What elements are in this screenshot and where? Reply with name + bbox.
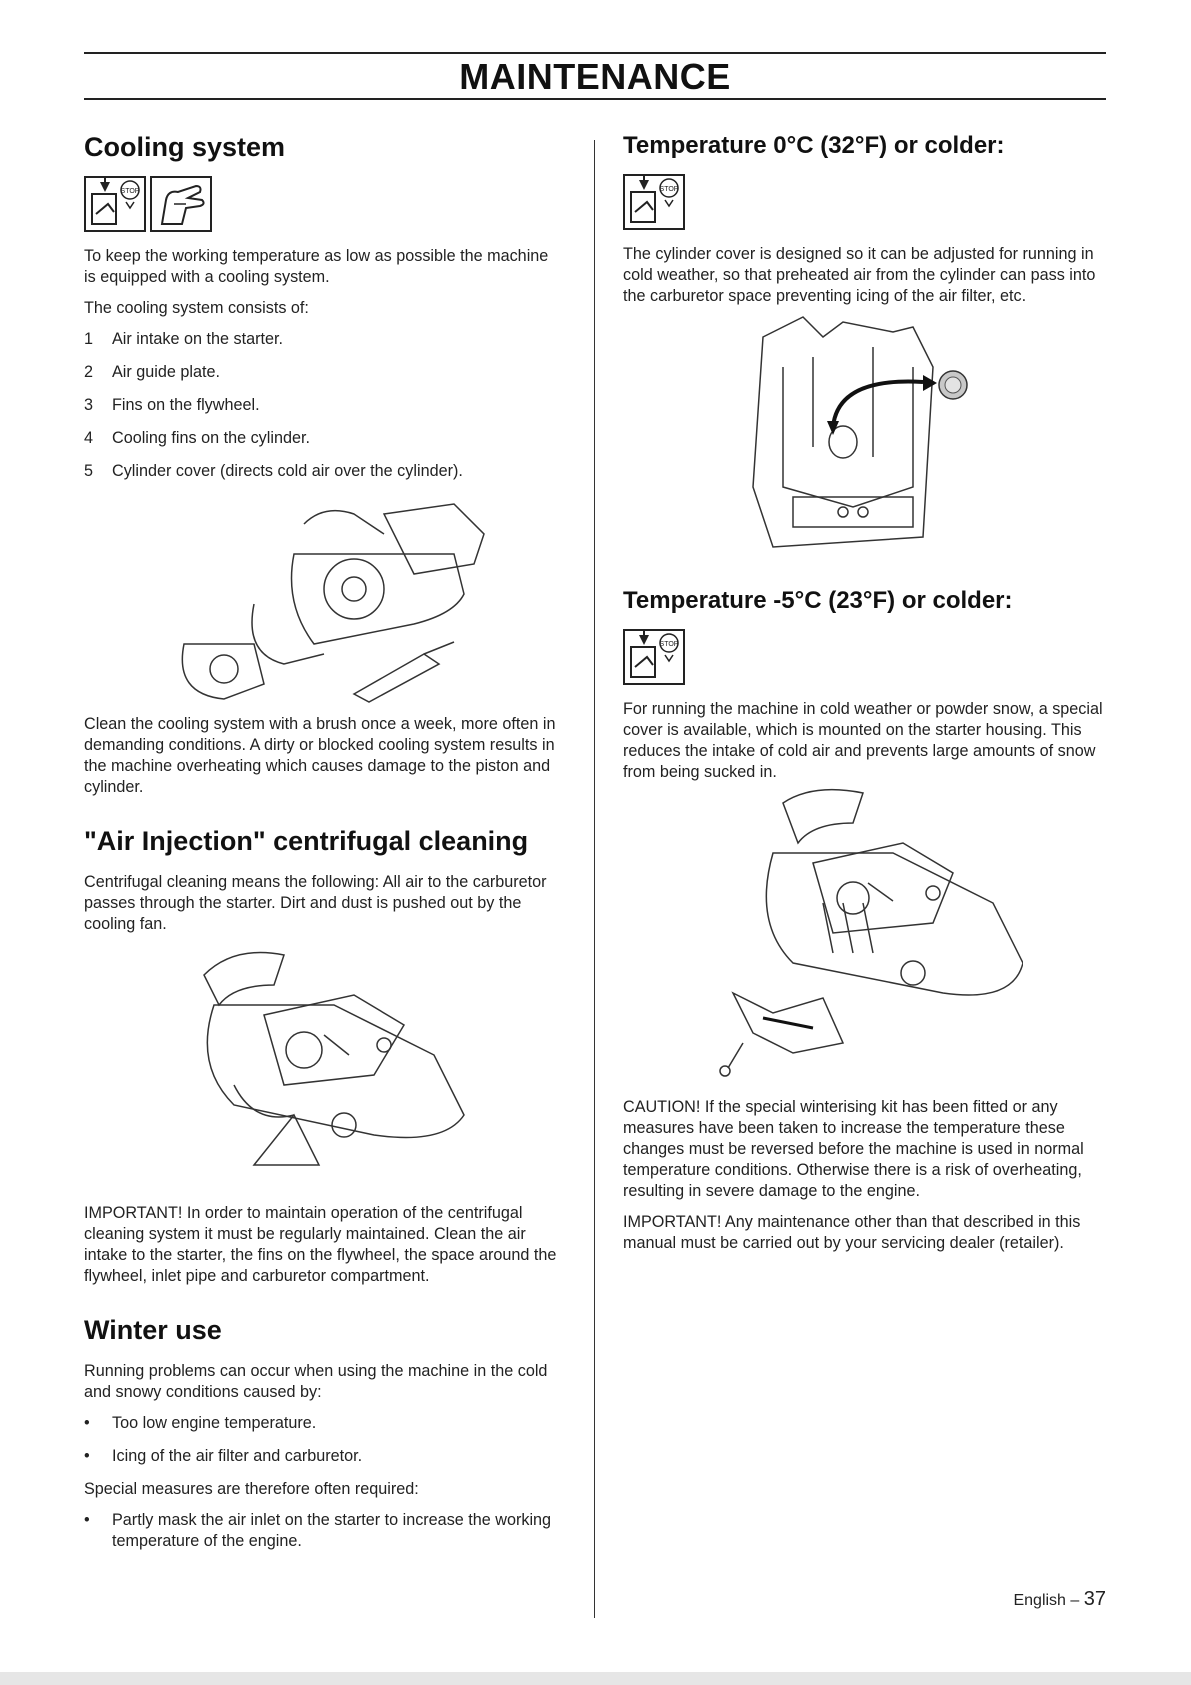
stop-engine-icon [84,176,146,232]
header-rule-top [84,52,1106,54]
list-item: • Too low engine temperature. [84,1414,317,1432]
winter-use-heading: Winter use [84,1315,222,1345]
list-item: 5 Cylinder cover (directs cold air over the cylinder). [84,462,463,480]
stop-engine-icon [623,629,685,685]
left-column [84,130,564,1564]
scan-edge [0,1672,1191,1685]
stop-sign-text: STOP [659,186,679,193]
temp-minus5c-icons [623,629,1103,685]
page-footer: English – 37 [1013,1588,1106,1610]
cylinder-cover-illustration [743,307,983,567]
cooling-intro: To keep the working temperature as low as possible the machine is equipped with a cooling system. [84,247,549,286]
list-item: 1 Air intake on the starter. [84,330,283,348]
list-item: 3 Fins on the flywheel. [84,396,260,414]
stop-engine-icon [623,174,685,230]
winter-causes-list [84,1413,564,1467]
header-rule-bottom [84,98,1106,100]
cooling-components-list [84,329,564,482]
footer-language: English [1013,1592,1066,1609]
winter-measures-list [84,1510,564,1552]
cooling-icons [84,176,564,232]
page-title: MAINTENANCE [459,56,731,97]
air-injection-important: IMPORTANT! In order to maintain operation of the centrifugal cleaning system it must be regularly maintained. Clean the air intake to the starter, the fins on the flywheel, the space around the flywheel, inlet pipe and carburetor compartment. [84,1204,557,1285]
air-injection-heading: "Air Injection" centrifugal cleaning [84,826,529,856]
air-injection-chainsaw-illustration [174,935,474,1185]
cooling-system-exploded-illustration [154,494,494,704]
winter-special-measures: Special measures are therefore often required: [84,1480,419,1498]
list-item: 2 Air guide plate. [84,363,220,381]
cooling-system-heading: Cooling system [84,132,286,162]
list-item: • Icing of the air filter and carburetor. [84,1447,363,1465]
stop-sign-text: STOP [659,641,679,648]
winter-use-text: Running problems can occur when using the machine in the cold and snowy conditions caused by: [84,1362,548,1401]
right-column [623,130,1103,1254]
winter-cover-illustration [703,783,1023,1083]
stop-sign-text: STOP [120,188,140,195]
temp-0c-text: The cylinder cover is designed so it can be adjusted for running in cold weather, so that preheated air from the cylinder can pass into the carburetor space preventing icing of the air filter, etc. [623,245,1096,305]
cooling-clean-text: Clean the cooling system with a brush once a week, more often in demanding conditions. A dirty or blocked cooling system results in the machine overheating which causes damage to the piston and cylinder. [84,715,556,796]
temp-minus5c-heading: Temperature -5°C (23°F) or colder: [623,587,1013,614]
air-injection-text: Centrifugal cleaning means the following: All air to the carburetor passes through the starter. Dirt and dust is pushed out by the cooling fan. [84,873,547,933]
temp-0c-icons [623,174,1103,230]
cooling-consists: The cooling system consists of: [84,299,309,317]
temp-minus5c-text: For running the machine in cold weather or powder snow, a special cover is available, which is mounted on the starter housing. This reduces the intake of cold air and prevents large amounts of snow from being sucked in. [623,700,1103,781]
list-item: • Partly mask the air inlet on the starter to increase the working temperature of the engine. [84,1511,552,1550]
winter-caution: CAUTION! If the special winterising kit has been fitted or any measures have been taken to increase the temperature these changes must be reversed before the machine is used in normal temperature conditions. Otherwise there is a risk of overheating, resulting in severe damage to the engine. [623,1098,1084,1200]
list-item: 4 Cooling fins on the cylinder. [84,429,310,447]
protective-gloves-icon [150,176,212,232]
page-number: 37 [1083,1588,1106,1610]
temp-0c-heading: Temperature 0°C (32°F) or colder: [623,132,1005,159]
maintenance-important: IMPORTANT! Any maintenance other than that described in this manual must be carried out by your servicing dealer (retailer). [623,1213,1081,1252]
column-divider [594,140,595,1618]
